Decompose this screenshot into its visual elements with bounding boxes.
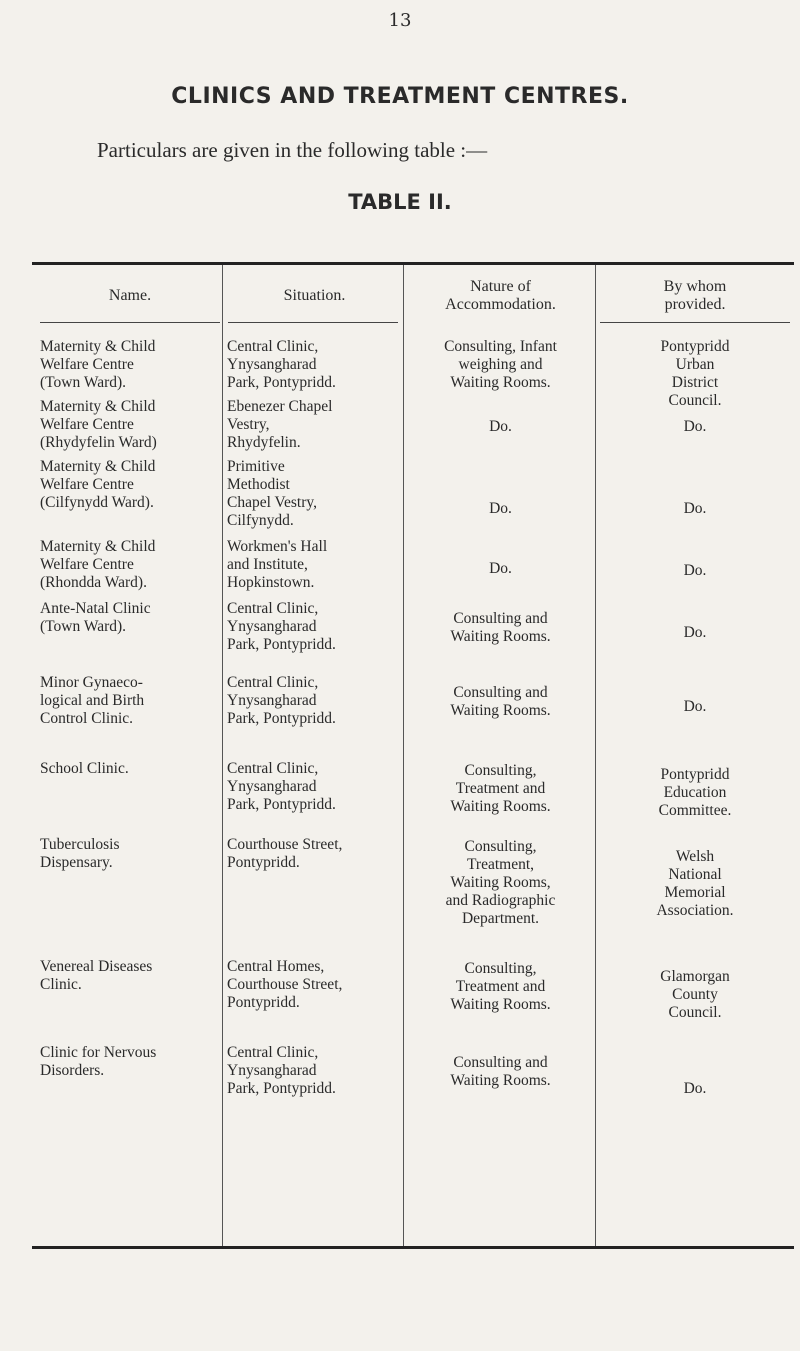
cell-nature: Do. xyxy=(489,560,512,577)
cell-nature: Consulting, Treatment and Waiting Rooms. xyxy=(450,762,551,815)
cell-name: Tuberculosis Dispensary. xyxy=(40,836,120,871)
cell-situation: Central Clinic, Ynysangharad Park, Pontypridd. xyxy=(227,760,336,813)
cell-name: Ante-Natal Clinic (Town Ward). xyxy=(40,600,151,635)
page-heading: CLINICS AND TREATMENT CENTRES. xyxy=(171,84,629,109)
cell-situation: Ebenezer Chapel Vestry, Rhydyfelin. xyxy=(227,398,333,451)
cell-provided: Welsh National Memorial Association. xyxy=(656,848,734,919)
intro-text: Particulars are given in the following table :— xyxy=(97,138,488,162)
cell-nature: Consulting, Treatment and Waiting Rooms. xyxy=(450,960,551,1013)
cell-provided: Glamorgan County Council. xyxy=(660,968,730,1021)
column-header-name: Name. xyxy=(108,287,152,304)
page-number: 13 xyxy=(388,10,412,31)
cell-nature: Consulting, Infant weighing and Waiting Rooms. xyxy=(444,338,557,391)
header-underline xyxy=(600,322,790,323)
column-header-provided: By whom provided. xyxy=(663,278,727,313)
cell-provided: Do. xyxy=(683,698,707,715)
cell-provided: Pontypridd Education Committee. xyxy=(658,766,732,819)
cell-name: Maternity & Child Welfare Centre (Rhydyfelin Ward) xyxy=(40,398,157,451)
column-divider xyxy=(222,265,223,1246)
cell-name: Clinic for Nervous Disorders. xyxy=(40,1044,157,1079)
cell-nature: Consulting and Waiting Rooms. xyxy=(450,1054,551,1089)
cell-situation: Primitive Methodist Chapel Vestry, Cilfynydd. xyxy=(227,458,317,529)
cell-situation: Courthouse Street, Pontypridd. xyxy=(227,836,343,871)
cell-provided: Do. xyxy=(683,500,707,517)
cell-name: Maternity & Child Welfare Centre (Rhondda Ward). xyxy=(40,538,156,591)
cell-nature: Do. xyxy=(489,418,512,435)
column-divider xyxy=(595,265,596,1246)
cell-provided: Do. xyxy=(683,562,707,579)
table-title: TABLE II. xyxy=(348,190,452,214)
cell-situation: Central Clinic, Ynysangharad Park, Pontypridd. xyxy=(227,674,336,727)
cell-name: Maternity & Child Welfare Centre (Town Ward). xyxy=(40,338,156,391)
cell-situation: Central Homes, Courthouse Street, Pontypridd. xyxy=(227,958,343,1011)
cell-name: School Clinic. xyxy=(40,760,129,777)
cell-nature: Do. xyxy=(489,500,512,517)
cell-provided: Do. xyxy=(683,418,707,435)
cell-situation: Central Clinic, Ynysangharad Park, Pontypridd. xyxy=(227,1044,336,1097)
cell-provided: Pontypridd Urban District Council. xyxy=(660,338,730,409)
cell-nature: Consulting and Waiting Rooms. xyxy=(450,684,551,719)
column-header-nature: Nature of Accommodation. xyxy=(445,278,556,313)
table-top-rule xyxy=(32,262,794,265)
cell-provided: Do. xyxy=(683,624,707,641)
table-bottom-rule xyxy=(32,1246,794,1249)
column-header-situation: Situation. xyxy=(283,287,346,304)
cell-name: Minor Gynaeco- logical and Birth Control Clinic. xyxy=(40,674,145,727)
column-divider xyxy=(403,265,404,1246)
cell-name: Maternity & Child Welfare Centre (Cilfynydd Ward). xyxy=(40,458,156,511)
cell-provided: Do. xyxy=(683,1080,707,1097)
cell-situation: Central Clinic, Ynysangharad Park, Pontypridd. xyxy=(227,600,336,653)
cell-nature: Consulting and Waiting Rooms. xyxy=(450,610,551,645)
header-underline xyxy=(40,322,220,323)
cell-name: Venereal Diseases Clinic. xyxy=(40,958,153,993)
header-underline xyxy=(228,322,398,323)
cell-situation: Workmen's Hall and Institute, Hopkinstown. xyxy=(227,538,328,591)
cell-situation: Central Clinic, Ynysangharad Park, Pontypridd. xyxy=(227,338,336,391)
cell-nature: Consulting, Treatment, Waiting Rooms, and Radiographic Department. xyxy=(445,838,556,927)
